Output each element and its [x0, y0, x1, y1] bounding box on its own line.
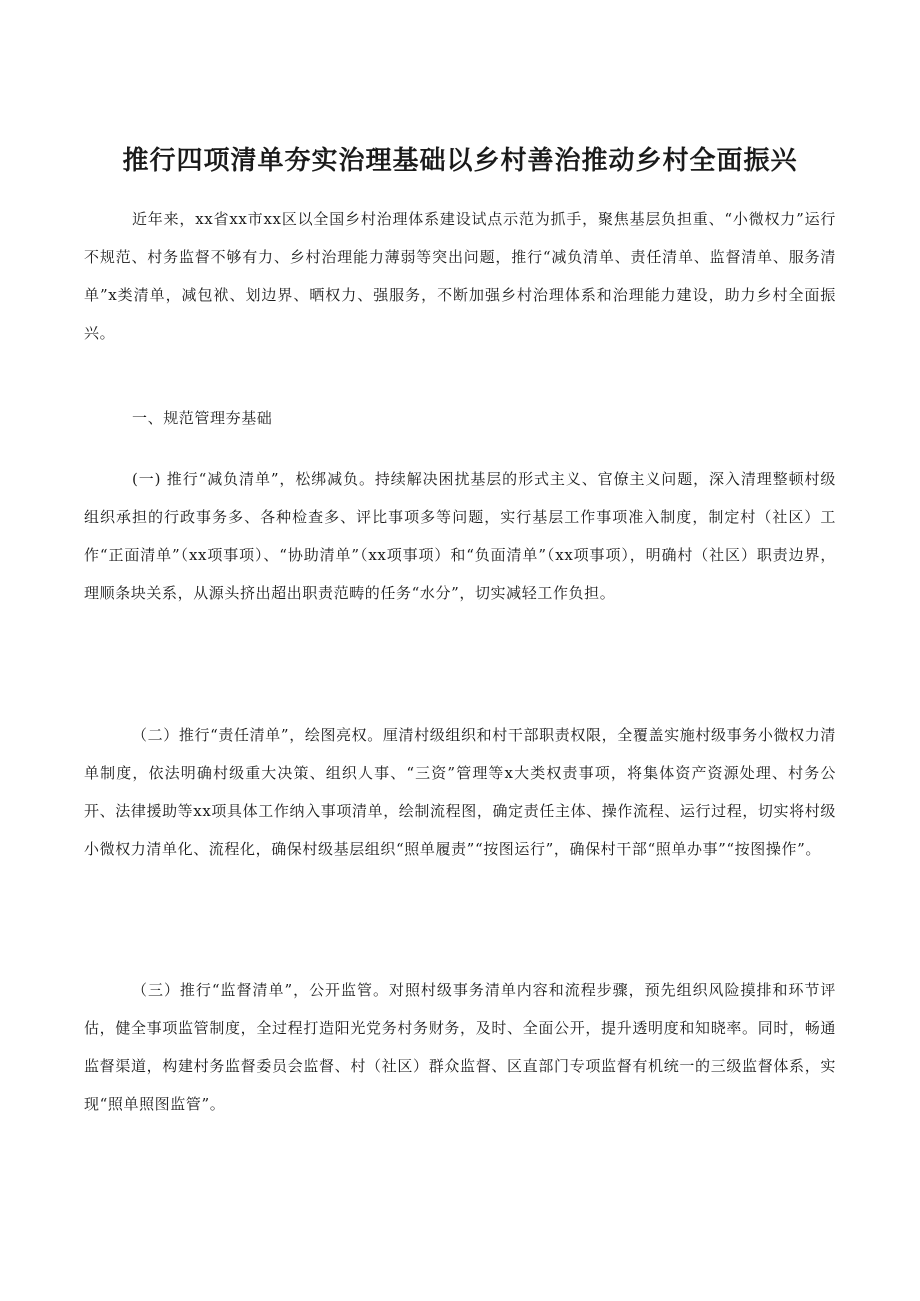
document-title: 推行四项清单夯实治理基础以乡村善治推动乡村全面振兴 [122, 146, 798, 176]
paragraph-supervision-list: （三）推行“监督清单”，公开监管。对照村级事务清单内容和流程步骤，预先组织风险摸排和环节评估，健全事项监管制度，全过程打造阳光党务村务财务，及时、全面公开，提升透明度和知晓率。同时，畅通监督渠道，构建村务监督委员会监督、村（社区）群众监督、区直部门专项监督有机统一的三级监督体系，实现“照单照图监管”。 [84, 981, 836, 1113]
paragraph-reduce-burden-list: (一) 推行“减负清单”，松绑减负。持续解决困扰基层的形式主义、官僚主义问题，深入清理整顿村级组织承担的行政事务多、各种检查多、评比事项多等问题，实行基层工作事项准入制度，制定村（社区）工作“正面清单”（xx项事项）、“协助清单”（xx项事项）和“负面清单”（xx项事项），明确村（社区）职责边界，理顺条块关系，从源头挤出超出职责范畴的任务“水分”，切实减轻工作负担。 [84, 470, 836, 602]
section-heading-1: 一、规范管理夯基础 [132, 409, 273, 427]
intro-paragraph: 近年来，xx省xx市xx区以全国乡村治理体系建设试点示范为抓手，聚焦基层负担重、“小微权力”运行不规范、村务监督不够有力、乡村治理能力薄弱等突出问题，推行“减负清单、责任清单、监督清单、服务清单”x类清单，减包袱、划边界、晒权力、强服务，不断加强乡村治理体系和治理能力建设，助力乡村全面振兴。 [84, 210, 836, 342]
paragraph-responsibility-list: （二）推行“责任清单”，绘图亮权。厘清村级组织和村干部职责权限，全覆盖实施村级事务小微权力清单制度，依法明确村级重大决策、组织人事、“三资”管理等x大类权责事项，将集体资产资源处理、村务公开、法律援助等xx项具体工作纳入事项清单，绘制流程图，确定责任主体、操作流程、运行过程，切实将村级小微权力清单化、流程化，确保村级基层组织“照单履责”“按图运行”，确保村干部“照单办事”“按图操作”。 [84, 726, 836, 858]
